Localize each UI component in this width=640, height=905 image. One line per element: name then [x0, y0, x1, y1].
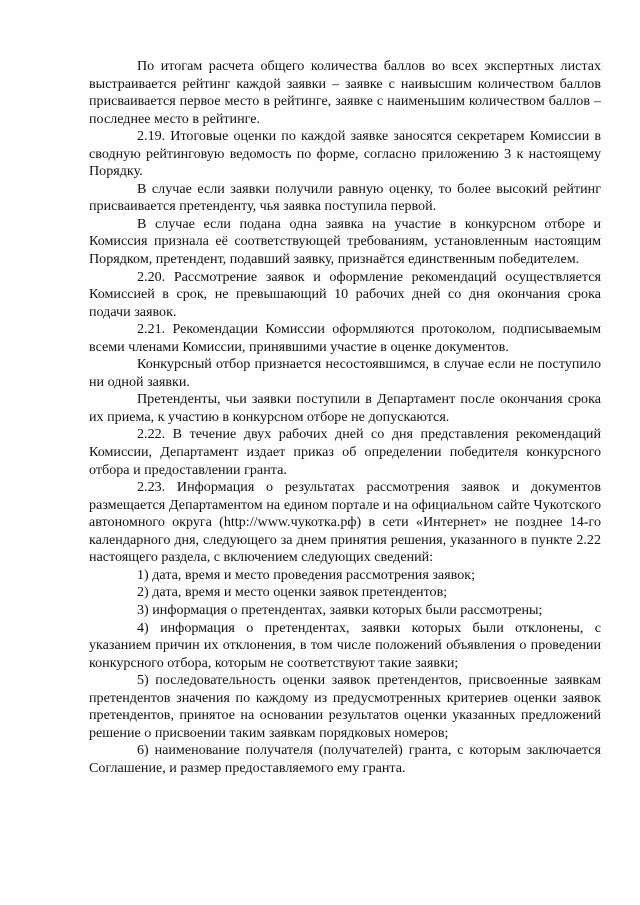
- list-item-2: 2) дата, время и место оценки заявок претендентов;: [137, 584, 448, 601]
- paragraph-single-application: В случае если подана одна заявка на участие в конкурсном отборе и Комиссия признала её соответствующей требованиям, установленным настоящим Порядком, претендент, подавший заявку, признаётся единственным победителем.: [89, 215, 601, 268]
- document-page: [89, 58, 601, 777]
- paragraph-2-20: 2.20. Рассмотрение заявок и оформление рекомендаций осуществляется Комиссией в срок, не превышающий 10 рабочих дней со дня окончания срока подачи заявок.: [89, 268, 601, 320]
- paragraph-2-22: 2.22. В течение двух рабочих дней со дня представления рекомендаций Комиссии, Департамент издает приказ об определении победителя конкурсного отбора и предоставлении гранта.: [89, 426, 601, 478]
- list-item-1: 1) дата, время и место проведения рассмотрения заявок;: [137, 566, 476, 583]
- list-item-3: 3) информация о претендентах, заявки которых были рассмотрены;: [137, 601, 543, 618]
- paragraph-rating-ranking: По итогам расчета общего количества баллов во всех экспертных листах выстраивается рейтинг каждой заявки – заявке с наивысшим количеством баллов присваивается первое место в рейтинге, заявке с наименьшим количеством баллов – последнее место в рейтинге.: [89, 58, 601, 127]
- paragraph-failed-selection: Конкурсный отбор признается несостоявшимся, в случае если не поступило ни одной заявки.: [89, 356, 601, 390]
- list-item-4: 4) информация о претендентах, заявки которых были отклонены, с указанием причин их отклонения, в том числе положений объявления о проведении конкурсного отбора, которым не соответствуют такие заявки;: [89, 619, 601, 671]
- paragraph-2-19: 2.19. Итоговые оценки по каждой заявке заносятся секретарем Комиссии в сводную рейтинговую ведомость по форме, согласно приложению 3 к настоящему Порядку.: [89, 128, 601, 180]
- paragraph-late-applicants: Претенденты, чьи заявки поступили в Департамент после окончания срока их приема, к участию в конкурсном отборе не допускаются.: [89, 391, 601, 425]
- list-item-5: 5) последовательность оценки заявок претендентов, присвоенные заявкам претендентов значения по каждому из предусмотренных критериев оценки заявок претендентов, принятое на основании результатов оценки указанных предложений решение о присвоении таким заявкам порядковых номеров;: [89, 672, 601, 741]
- paragraph-equal-score: В случае если заявки получили равную оценку, то более высокий рейтинг присваивается претенденту, чья заявка поступила первой.: [89, 180, 601, 215]
- paragraph-2-23: 2.23. Информация о результатах рассмотрения заявок и документов размещается Департаментом на едином портале и на официальном сайте Чукотского автономного округа (http://www.чукотка.рф) в сети «Интернет» не позднее 14-го календарного дня, следующего за днем принятия решения, указанного в пункте 2.22 настоящего раздела, с включением следующих сведений:: [89, 479, 601, 566]
- list-item-6: 6) наименование получателя (получателей) гранта, с которым заключается Соглашение, и размер предоставляемого ему гранта.: [89, 742, 601, 776]
- paragraph-2-21: 2.21. Рекомендации Комиссии оформляются протоколом, подписываемым всеми членами Комиссии, принявшими участие в оценке документов.: [89, 321, 601, 355]
